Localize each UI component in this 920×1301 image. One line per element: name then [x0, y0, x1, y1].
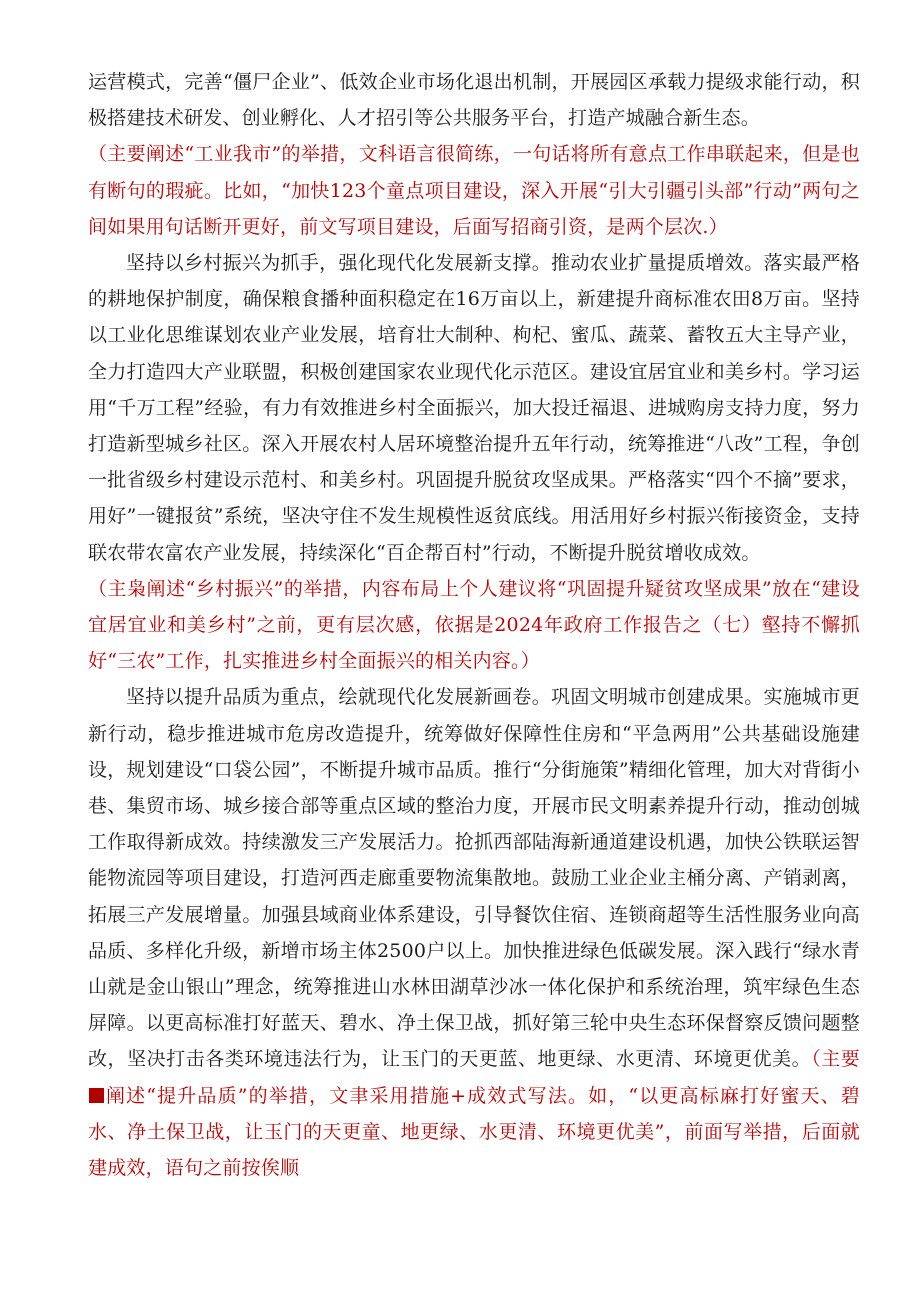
review-comment-rural: （主枭阐述“乡村振兴”的举措，内容布局上个人建议将“巩固提升疑贫攻坚成果”放在“建设宜居宜业和美乡村”之前，更有层次感，依据是2024年政府工作报告之（七）壑持不懈抓好“三农”工作，扎实推进乡村全面振兴的相关内容。） — [88, 577, 860, 673]
review-comment-quality-rest: 阐述“提升品质”的举措，文聿采用措施+成效式写法。如，“以更高标麻打好蜜天、碧水、净土保卫战，让玉门的天更童、地更绿、水更清、环境更优美”，前面写举措，后面就建成效，语句之前按俟顺 — [88, 1084, 860, 1180]
document-page — [88, 64, 860, 1186]
body-paragraph-rural-revitalization: 坚持以乡村振兴为抓手，强化现代化发展新支撑。推动农业扩量提质增效。落实最严格的耕地保护制度，确保粮食播种面积稳定在16万亩以上，新建提升商标准农田8万亩。坚持以工业化思维谋划农业产业发展，培育壮大制种、枸杞、蜜瓜、蔬菜、蓄牧五大主导产业，全力打造四大产业联盟，积极创建国家农业现代化示范区。建设宜居宜业和美乡村。学习运用“千万工程”经验，有力有效推进乡村全面振兴，加大投迁福退、进城购房支持力度，努力打造新型城乡社区。深入开展农村人居环境整治提升五年行动，统筹推进“八改”工程，争创一批省级乡村建设示范村、和美乡村。巩固提升脱贫攻坚成果。严格落实“四个不摘”要求，用好”一键报贫”系统，坚决守住不发生规模性返贫底线。用活用好乡村振兴衔接资金，支持联农带农富农产业发展，持续深化“百企帮百村”行动，不断提升脱贫增收成效。 — [88, 252, 860, 564]
review-comment-quality-start: （主要 — [811, 1048, 860, 1071]
redaction-mark-icon — [89, 1088, 104, 1103]
body-paragraph-quality-improvement — [88, 679, 860, 1186]
body-paragraph-continued: 运营模式，完善“僵尸企业”、低效企业市场化退出机制，开展园区承载力提级求能行动，积极搭建技术研发、创业孵化、人才招引等公共服务平台，打造产城融合新生态。 — [88, 71, 860, 130]
body-text-quality: 坚持以提升品质为重点，绘就现代化发展新画卷。巩固文明城市创建成果。实施城市更新行动，稳步推进城市危房改造提升，统筹做好保障性住房和“平急两用”公共基础设施建设，规划建设“口袋公园”，不断提升城市品质。推行“分街施策”精细化管理，加大对背街小巷、集贸市场、城乡接合部等重点区域的整治力度，开展市民文明素养提升行动，推动创城工作取得新成效。持续激发三产发展活力。抢抓西部陆海新通道建设机遇，加快公铁联运智能物流园等项目建设，打造河西走廊重要物流集散地。鼓励工业企业主桶分离、产销剥离，拓展三产发展增量。加强县域商业体系建设，引导餐饮住宿、连锁商超等生活性服务业向高品质、多样化升级，新增市场主体2500户以上。加快推进绿色低碳发展。深入践行“绿水青山就是金山银山”理念，统筹推进山水林田湖草沙冰一体化保护和系统治理，筑牢绿色生态屏障。以更高标准打好蓝天、碧水、净土保卫战，抓好第三轮中央生态环保督察反馈问题整改，坚决打击各类环境违法行为，让玉门的天更蓝、地更绿、水更清、环境更优美。 — [88, 686, 860, 1071]
review-comment-industry: （主要阐述“工业我市”的举措，文科语言很简练，一句话将所有意点工作串联起来，但是也有断句的瑕疵。比如，“加快123个童点项目建设，深入开展“引大引疆引头部”行动”两句之间如果用句话断开更好，前文写项目建设，后面写招商引资，是两个层次.） — [88, 143, 860, 238]
